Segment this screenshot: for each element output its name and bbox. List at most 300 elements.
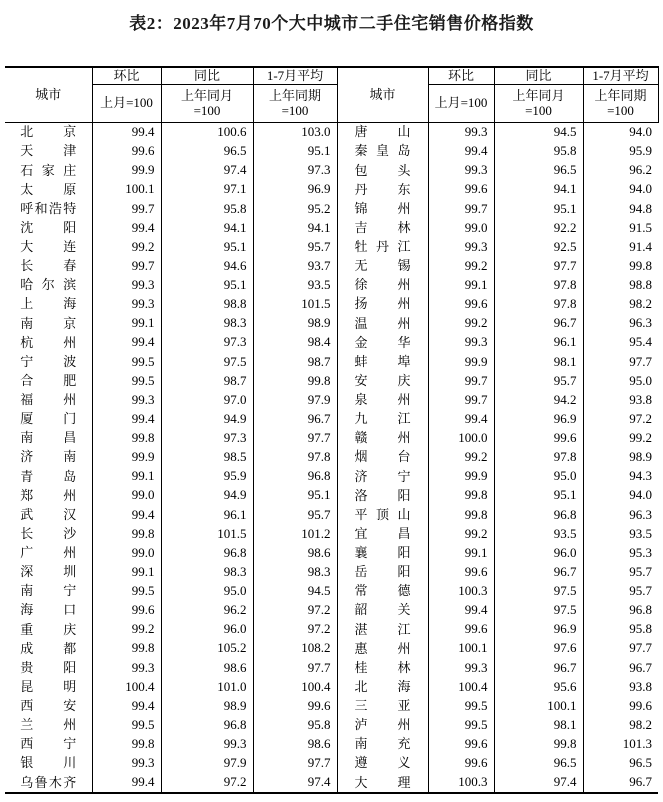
city-name: 乌 鲁 木 齐 [20,774,77,790]
yoy-value-cell: 94.6 [161,257,253,276]
city-cell [337,735,428,754]
city-name: 西 宁 [20,736,77,752]
avg-value-cell: 93.5 [253,276,337,295]
yoy-value-cell: 98.3 [161,563,253,582]
avg-value-cell: 95.9 [583,142,658,161]
city-name: 岳 阳 [354,564,411,580]
table-row [5,410,658,429]
header-yoy-right: 同比 [494,67,583,85]
yoy-value-cell: 99.3 [161,735,253,754]
yoy-value-cell: 94.9 [161,486,253,505]
avg-value-cell: 95.7 [253,506,337,525]
mom-value-cell: 99.3 [428,123,494,143]
table-row [5,678,658,697]
city-name: 西 安 [20,698,77,714]
mom-value-cell: 99.6 [428,563,494,582]
avg-value-cell: 95.8 [583,620,658,639]
mom-value-cell: 99.6 [428,620,494,639]
avg-value-cell: 96.7 [583,773,658,793]
mom-value-cell: 100.0 [428,429,494,448]
yoy-value-cell: 97.9 [161,754,253,773]
city-name: 济 宁 [354,468,411,484]
mom-value-cell: 99.7 [428,372,494,391]
city-name: 南 京 [20,315,77,331]
table-row [5,506,658,525]
avg-value-cell: 98.9 [253,314,337,333]
table-row [5,544,658,563]
table-header [5,67,658,123]
avg-value-cell: 98.7 [253,353,337,372]
header-mom-left: 环比 [92,67,161,85]
yoy-value-cell: 93.5 [494,525,583,544]
table-row [5,773,658,793]
yoy-value-cell: 97.4 [494,773,583,793]
city-cell [5,161,92,180]
header-yoy-base-right [494,85,583,123]
avg-value-cell: 97.7 [253,659,337,678]
city-name: 无 锡 [354,258,411,274]
yoy-value-cell: 96.5 [161,142,253,161]
table-body [5,123,658,794]
avg-value-cell: 97.7 [583,353,658,372]
city-cell [337,353,428,372]
avg-value-cell: 95.3 [583,544,658,563]
city-name: 九 江 [354,411,411,427]
yoy-value-cell: 97.8 [494,295,583,314]
mom-value-cell: 99.0 [92,486,161,505]
yoy-value-cell: 97.2 [161,773,253,793]
mom-value-cell: 99.9 [92,448,161,467]
avg-value-cell: 97.3 [253,161,337,180]
city-name: 惠 州 [354,640,411,656]
mom-value-cell: 99.6 [92,601,161,620]
avg-value-cell: 97.4 [253,773,337,793]
city-cell [5,142,92,161]
city-name: 天 津 [20,143,77,159]
mom-value-cell: 99.9 [92,161,161,180]
table-row [5,697,658,716]
city-cell [337,486,428,505]
mom-value-cell: 99.3 [92,659,161,678]
yoy-value-cell: 96.1 [494,333,583,352]
city-cell [337,601,428,620]
city-name: 泸 州 [354,717,411,733]
table-row [5,142,658,161]
city-cell [337,200,428,219]
city-cell [5,372,92,391]
mom-value-cell: 99.5 [92,353,161,372]
avg-value-cell: 97.2 [253,620,337,639]
yoy-value-cell: 100.6 [161,123,253,143]
mom-value-cell: 99.5 [428,716,494,735]
avg-base-line1: 上年同期 [268,87,321,103]
yoy-base-line1: 上年同月 [180,87,233,103]
yoy-value-cell: 94.5 [494,123,583,143]
city-cell [337,544,428,563]
mom-value-cell: 99.5 [92,582,161,601]
city-cell [337,467,428,486]
city-name: 沈 阳 [20,219,77,235]
yoy-value-cell: 95.0 [494,467,583,486]
mom-value-cell: 99.7 [92,200,161,219]
mom-value-cell: 99.8 [428,486,494,505]
yoy-value-cell: 98.3 [161,314,253,333]
city-name: 安 庆 [354,372,411,388]
city-name: 成 都 [20,640,77,656]
avg-value-cell: 95.1 [253,486,337,505]
avg-value-cell: 98.6 [253,544,337,563]
avg-value-cell: 93.8 [583,391,658,410]
mom-value-cell: 99.9 [428,467,494,486]
yoy-value-cell: 97.1 [161,180,253,199]
city-cell [5,353,92,372]
avg-value-cell: 108.2 [253,639,337,658]
city-cell [337,123,428,143]
avg-value-cell: 95.2 [253,200,337,219]
city-name: 郑 州 [20,487,77,503]
city-name: 哈 尔 滨 [20,277,77,293]
avg-value-cell: 95.8 [253,716,337,735]
city-cell [5,200,92,219]
yoy-value-cell: 97.5 [494,601,583,620]
price-index-table [5,66,659,794]
header-avg-base-right [583,85,658,123]
yoy-value-cell: 95.8 [494,142,583,161]
avg-value-cell: 97.7 [253,429,337,448]
avg-value-cell: 94.8 [583,200,658,219]
city-cell [5,448,92,467]
mom-value-cell: 99.6 [92,142,161,161]
city-cell [5,219,92,238]
city-cell [337,773,428,793]
yoy-value-cell: 95.9 [161,467,253,486]
page-title: 表2：2023年7月70个大中城市二手住宅销售价格指数 [129,14,534,33]
mom-value-cell: 99.7 [428,391,494,410]
mom-value-cell: 100.1 [92,180,161,199]
header-yoy-base-left [161,85,253,123]
yoy-value-cell: 95.6 [494,678,583,697]
avg-value-cell: 94.1 [253,219,337,238]
header-row-1 [5,67,658,85]
yoy-value-cell: 99.6 [494,429,583,448]
city-name: 湛 江 [354,621,411,637]
city-name: 牡 丹 江 [354,239,411,255]
avg-value-cell: 94.5 [253,582,337,601]
table-row [5,180,658,199]
avg-value-cell: 98.3 [253,563,337,582]
yoy-value-cell: 95.0 [161,582,253,601]
mom-value-cell: 99.2 [92,620,161,639]
avg-value-cell: 100.4 [253,678,337,697]
table-row [5,276,658,295]
yoy-value-cell: 96.7 [494,659,583,678]
header-city-left: 城市 [5,67,92,123]
mom-value-cell: 100.3 [428,773,494,793]
city-cell [337,257,428,276]
table-row [5,467,658,486]
mom-value-cell: 99.0 [92,544,161,563]
mom-value-cell: 99.3 [428,659,494,678]
mom-value-cell: 99.4 [428,142,494,161]
city-name: 宜 昌 [354,525,411,541]
yoy-value-cell: 95.7 [494,372,583,391]
avg-value-cell: 98.4 [253,333,337,352]
city-name: 宁 波 [20,353,77,369]
table-row [5,372,658,391]
table-row [5,314,658,333]
table-row [5,486,658,505]
city-cell [337,161,428,180]
avg-value-cell: 101.3 [583,735,658,754]
avg-value-cell: 99.6 [253,697,337,716]
mom-value-cell: 99.4 [92,506,161,525]
mom-value-cell: 99.6 [428,180,494,199]
city-name: 兰 州 [20,717,77,733]
header-city-right: 城市 [337,67,428,123]
city-cell [5,410,92,429]
city-cell [5,582,92,601]
yoy-value-cell: 97.5 [161,353,253,372]
city-name: 杭 州 [20,334,77,350]
city-cell [337,333,428,352]
mom-value-cell: 99.4 [428,601,494,620]
yoy-base-line2: =100 [525,102,552,118]
yoy-value-cell: 105.2 [161,639,253,658]
mom-value-cell: 99.3 [428,161,494,180]
city-cell [5,620,92,639]
city-cell [337,372,428,391]
yoy-value-cell: 96.0 [494,544,583,563]
yoy-value-cell: 101.5 [161,525,253,544]
city-name: 桂 林 [354,659,411,675]
avg-value-cell: 97.7 [253,754,337,773]
city-name: 包 头 [354,162,411,178]
city-name: 昆 明 [20,678,77,694]
table-row [5,333,658,352]
table-row [5,601,658,620]
mom-value-cell: 99.9 [428,353,494,372]
table-row [5,659,658,678]
city-name: 徐 州 [354,277,411,293]
city-name: 扬 州 [354,296,411,312]
avg-value-cell: 98.9 [583,448,658,467]
city-name: 呼 和 浩 特 [20,200,77,216]
city-cell [337,659,428,678]
city-name: 重 庆 [20,621,77,637]
yoy-value-cell: 94.2 [494,391,583,410]
city-cell [337,563,428,582]
city-cell [5,314,92,333]
table-row [5,735,658,754]
city-cell [337,716,428,735]
city-name: 洛 阳 [354,487,411,503]
city-cell [5,601,92,620]
table-row [5,257,658,276]
table-row [5,238,658,257]
city-cell [337,180,428,199]
table-row [5,582,658,601]
mom-value-cell: 100.1 [428,639,494,658]
mom-value-cell: 99.4 [92,773,161,793]
table-row [5,525,658,544]
avg-value-cell: 93.8 [583,678,658,697]
city-name: 赣 州 [354,430,411,446]
avg-value-cell: 97.2 [253,601,337,620]
mom-value-cell: 99.3 [428,333,494,352]
city-cell [5,716,92,735]
city-name: 海 口 [20,602,77,618]
city-cell [5,295,92,314]
city-cell [5,659,92,678]
city-name: 福 州 [20,392,77,408]
city-cell [5,735,92,754]
city-cell [337,506,428,525]
mom-value-cell: 99.4 [92,410,161,429]
city-cell [337,276,428,295]
yoy-value-cell: 96.5 [494,161,583,180]
avg-value-cell: 93.7 [253,257,337,276]
city-cell [5,486,92,505]
mom-value-cell: 99.3 [92,295,161,314]
city-name: 济 南 [20,449,77,465]
table-row [5,563,658,582]
yoy-value-cell: 96.8 [161,716,253,735]
mom-value-cell: 99.2 [428,257,494,276]
city-cell [5,506,92,525]
yoy-value-cell: 96.8 [161,544,253,563]
header-mom-right: 环比 [428,67,494,85]
avg-value-cell: 96.8 [253,467,337,486]
yoy-value-cell: 96.0 [161,620,253,639]
city-cell [5,276,92,295]
yoy-value-cell: 97.3 [161,429,253,448]
city-cell [5,754,92,773]
mom-value-cell: 99.1 [92,314,161,333]
city-name: 北 京 [20,124,77,140]
yoy-value-cell: 96.7 [494,563,583,582]
yoy-value-cell: 98.5 [161,448,253,467]
city-cell [5,333,92,352]
avg-value-cell: 96.8 [583,601,658,620]
mom-value-cell: 99.8 [92,525,161,544]
city-cell [5,525,92,544]
table-row [5,353,658,372]
mom-value-cell: 99.2 [92,238,161,257]
yoy-value-cell: 95.1 [494,200,583,219]
mom-value-cell: 99.5 [92,716,161,735]
avg-value-cell: 95.1 [253,142,337,161]
table-row [5,716,658,735]
avg-value-cell: 98.8 [583,276,658,295]
mom-value-cell: 99.1 [428,276,494,295]
yoy-value-cell: 96.9 [494,620,583,639]
city-cell [5,123,92,143]
city-cell [337,448,428,467]
avg-value-cell: 99.2 [583,429,658,448]
yoy-value-cell: 98.6 [161,659,253,678]
yoy-value-cell: 96.5 [494,754,583,773]
city-cell [337,219,428,238]
city-name: 石 家 庄 [20,162,77,178]
table-row [5,123,658,143]
avg-value-cell: 99.6 [583,697,658,716]
table-row [5,754,658,773]
avg-value-cell: 95.7 [583,582,658,601]
table-row [5,161,658,180]
header-yoy-left: 同比 [161,67,253,85]
avg-base-line1: 上年同期 [594,87,647,103]
yoy-value-cell: 98.7 [161,372,253,391]
city-name: 厦 门 [20,411,77,427]
city-cell [5,678,92,697]
mom-value-cell: 99.3 [92,276,161,295]
yoy-value-cell: 99.8 [494,735,583,754]
city-cell [5,697,92,716]
yoy-value-cell: 98.1 [494,716,583,735]
city-cell [5,563,92,582]
mom-value-cell: 100.4 [428,678,494,697]
city-name: 合 肥 [20,372,77,388]
avg-value-cell: 96.7 [253,410,337,429]
yoy-value-cell: 92.2 [494,219,583,238]
mom-value-cell: 99.8 [428,506,494,525]
city-name: 唐 山 [354,124,411,140]
yoy-value-cell: 96.1 [161,506,253,525]
avg-value-cell: 98.2 [583,716,658,735]
table-row [5,429,658,448]
yoy-value-cell: 95.1 [161,276,253,295]
mom-value-cell: 99.8 [92,429,161,448]
avg-value-cell: 95.7 [583,563,658,582]
yoy-value-cell: 96.2 [161,601,253,620]
mom-value-cell: 99.6 [428,735,494,754]
yoy-value-cell: 94.1 [161,219,253,238]
yoy-value-cell: 95.8 [161,200,253,219]
city-cell [337,314,428,333]
yoy-value-cell: 97.3 [161,333,253,352]
city-name: 青 岛 [20,468,77,484]
city-name: 平 顶 山 [354,506,411,522]
city-name: 广 州 [20,545,77,561]
city-cell [5,391,92,410]
city-name: 烟 台 [354,449,411,465]
yoy-value-cell: 98.8 [161,295,253,314]
city-cell [5,639,92,658]
city-name: 锦 州 [354,200,411,216]
mom-value-cell: 100.4 [92,678,161,697]
mom-value-cell: 99.4 [92,123,161,143]
table-row [5,448,658,467]
header-mom-base-left: 上月=100 [92,85,161,123]
avg-value-cell: 96.7 [583,659,658,678]
city-name: 常 德 [354,583,411,599]
city-cell [337,639,428,658]
avg-base-line2: =100 [281,102,309,118]
city-cell [337,238,428,257]
city-cell [337,295,428,314]
table-row [5,620,658,639]
city-cell [5,180,92,199]
city-cell [337,582,428,601]
avg-value-cell: 99.8 [583,257,658,276]
avg-value-cell: 96.3 [583,506,658,525]
avg-value-cell: 95.4 [583,333,658,352]
avg-value-cell: 97.9 [253,391,337,410]
yoy-value-cell: 95.1 [161,238,253,257]
mom-value-cell: 99.1 [92,563,161,582]
avg-value-cell: 95.0 [583,372,658,391]
city-name: 长 沙 [20,525,77,541]
